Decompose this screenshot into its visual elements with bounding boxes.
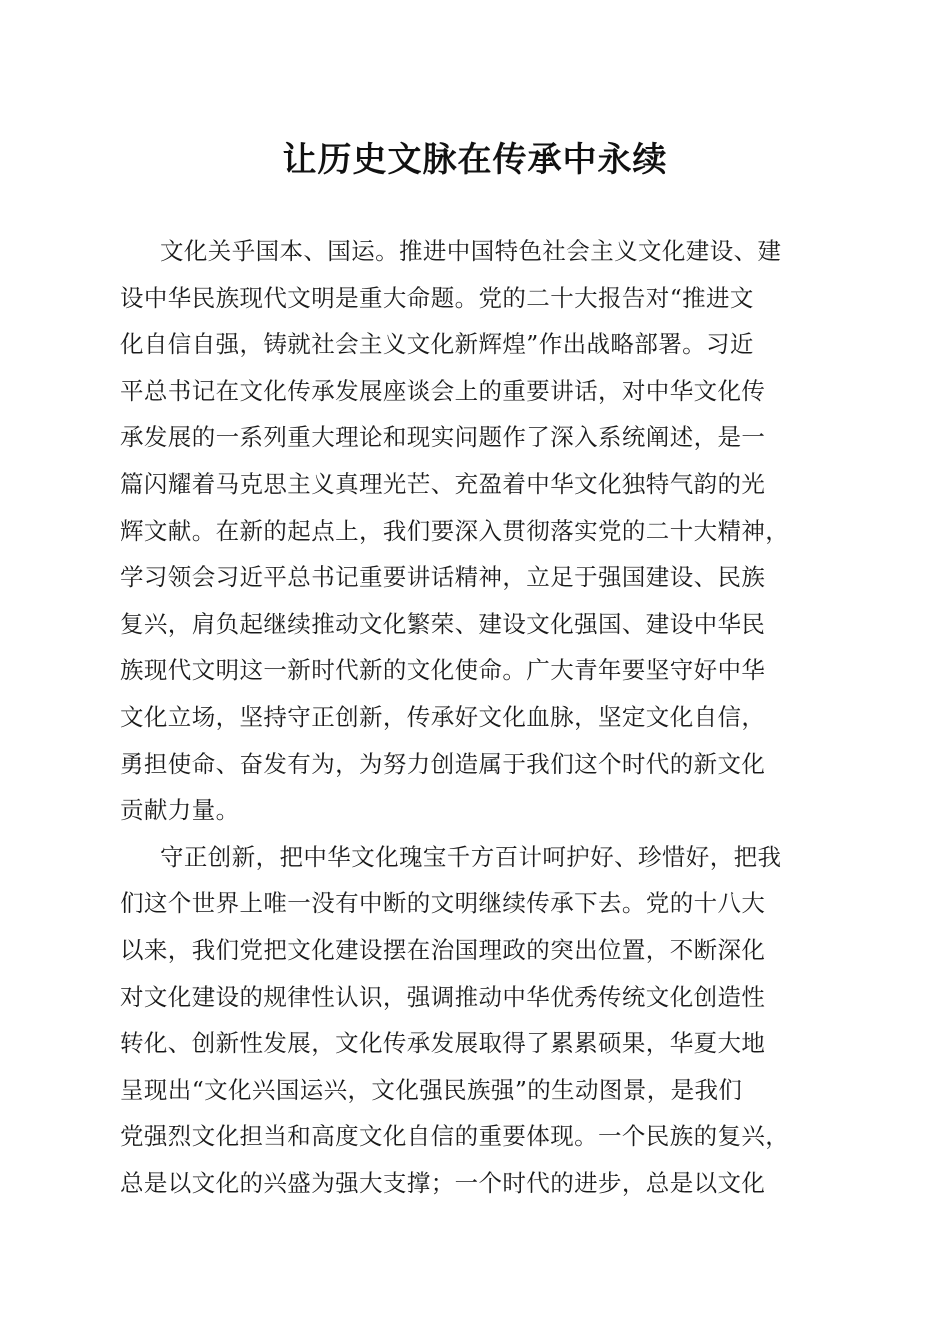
paragraph-1-line: 化自信自强，铸就社会主义文化新辉煌”作出战略部署。习近 bbox=[120, 330, 754, 359]
paragraph-2-line: 总是以文化的兴盛为强大支撑；一个时代的进步，总是以文化 bbox=[120, 1168, 766, 1197]
paragraph-2-line: 们这个世界上唯一没有中断的文明继续传承下去。党的十八大 bbox=[120, 889, 766, 918]
paragraph-1-line: 贡献力量。 bbox=[120, 796, 240, 825]
paragraph-1-line: 平总书记在文化传承发展座谈会上的重要讲话，对中华文化传 bbox=[120, 376, 766, 405]
document-body bbox=[120, 228, 830, 1206]
paragraph-2-line: 守正创新，把中华文化瑰宝千方百计呵护好、珍惜好，把我 bbox=[160, 842, 782, 871]
paragraph-1-line: 设中华民族现代文明是重大命题。党的二十大报告对“推进文 bbox=[120, 283, 754, 312]
paragraph-1-line: 族现代文明这一新时代新的文化使命。广大青年要坚守好中华 bbox=[120, 656, 766, 685]
paragraph-2-line: 以来，我们党把文化建设摆在治国理政的突出位置，不断深化 bbox=[120, 935, 766, 964]
paragraph-1-line: 文化关乎国本、国运。推进中国特色社会主义文化建设、建 bbox=[160, 237, 782, 265]
document-title: 让历史文脉在传承中永续 bbox=[282, 140, 668, 180]
paragraph-1-line: 复兴，肩负起继续推动文化繁荣、建设文化强国、建设中华民 bbox=[120, 609, 766, 638]
paragraph-2-line: 呈现出“文化兴国运兴，文化强民族强”的生动图景，是我们 bbox=[120, 1075, 743, 1104]
paragraph-1-line: 篇闪耀着马克思主义真理光芒、充盈着中华文化独特气韵的光 bbox=[120, 469, 766, 498]
paragraph-2-line: 党强烈文化担当和高度文化自信的重要体现。一个民族的复兴， bbox=[120, 1122, 790, 1151]
paragraph-1-line: 辉文献。在新的起点上，我们要深入贯彻落实党的二十大精神， bbox=[120, 516, 790, 545]
paragraph-2-line: 对文化建设的规律性认识，强调推动中华优秀传统文化创造性 bbox=[120, 982, 766, 1011]
paragraph-1-line: 文化立场，坚持守正创新，传承好文化血脉，坚定文化自信， bbox=[120, 702, 766, 731]
paragraph-1-line: 勇担使命、奋发有为，为努力创造属于我们这个时代的新文化 bbox=[120, 749, 766, 778]
paragraph-1-line: 学习领会习近平总书记重要讲话精神，立足于强国建设、民族 bbox=[120, 563, 766, 592]
paragraph-2-line: 转化、创新性发展，文化传承发展取得了累累硕果，华夏大地 bbox=[120, 1029, 766, 1058]
paragraph-1-line: 承发展的一系列重大理论和现实问题作了深入系统阐述，是一 bbox=[120, 423, 766, 452]
